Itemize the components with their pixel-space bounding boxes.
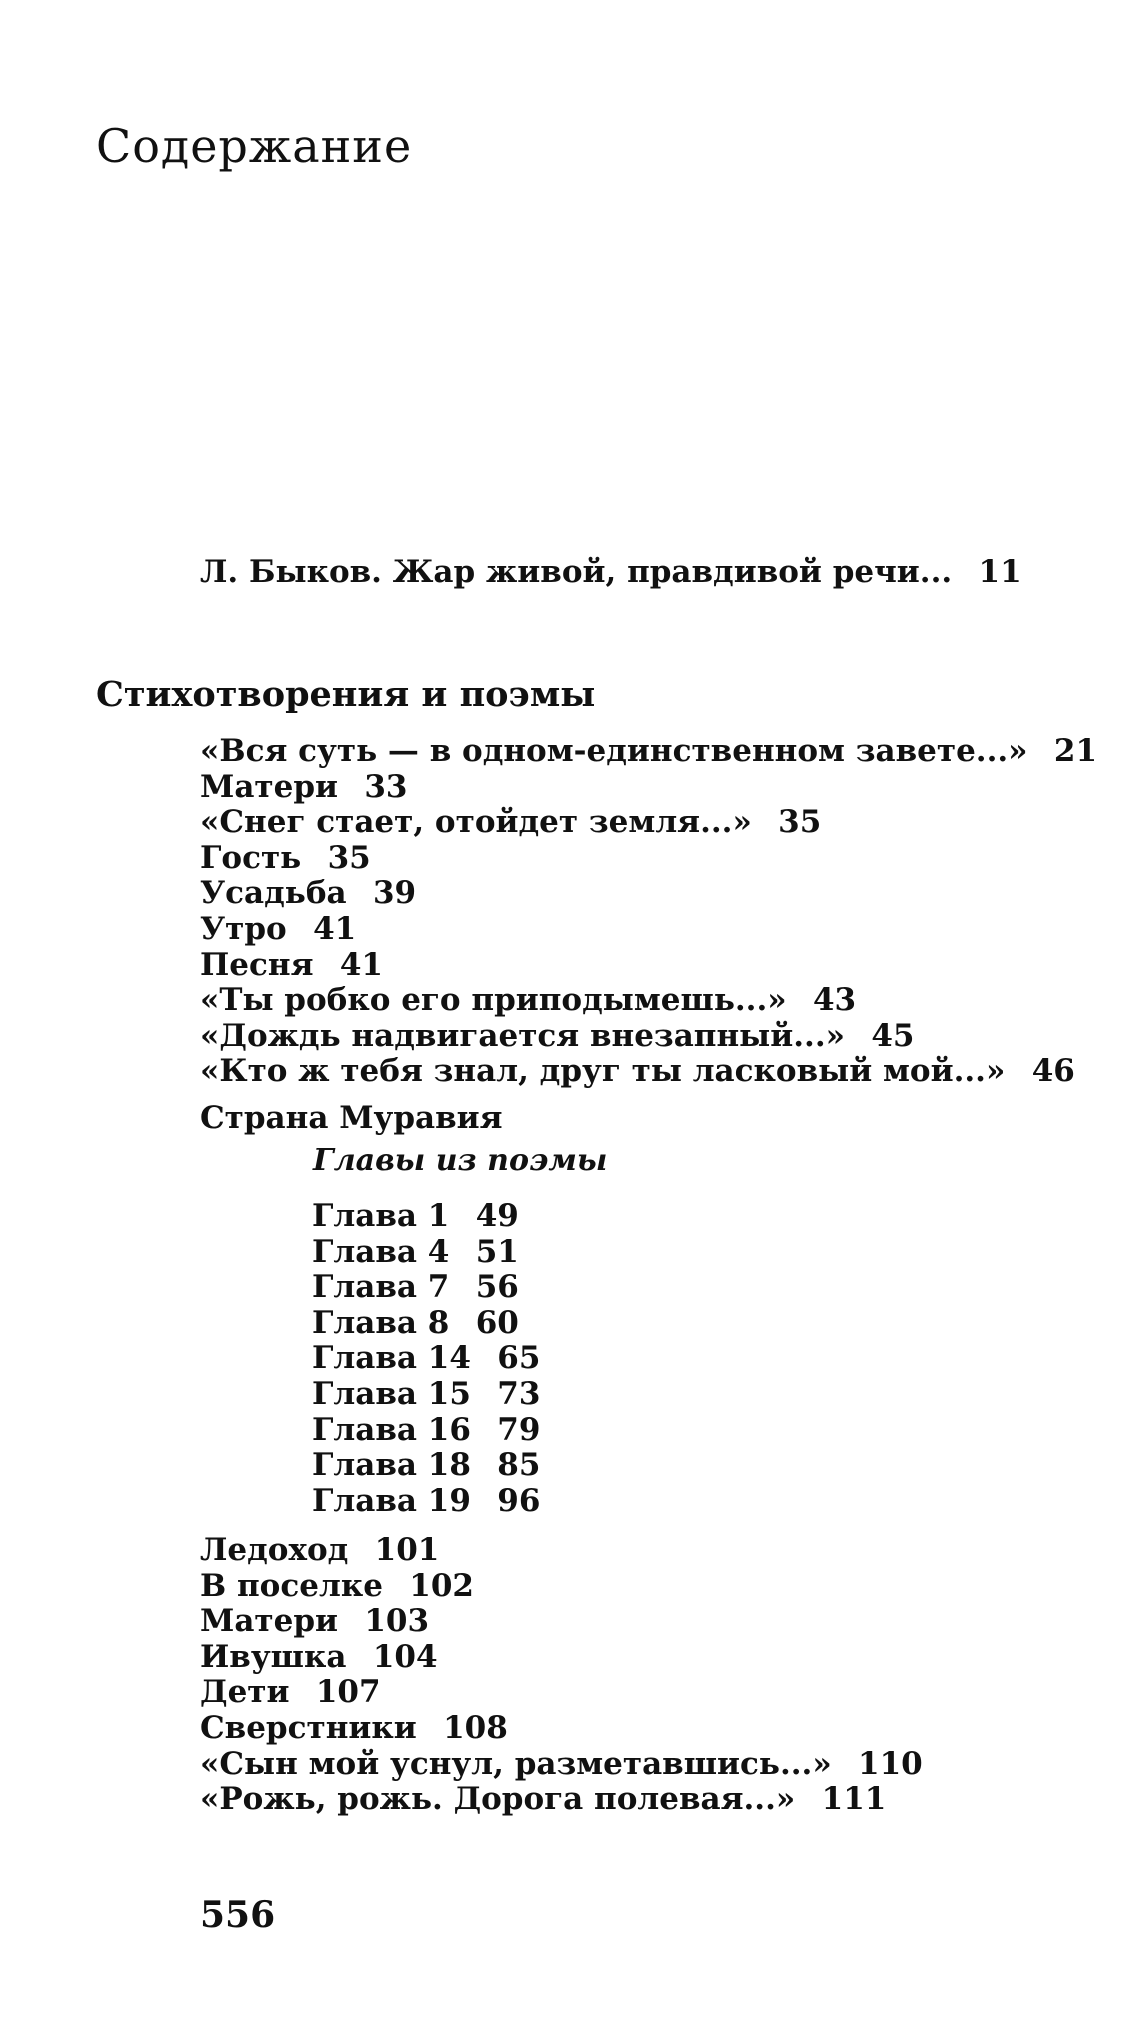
toc-entry [200, 1054, 1097, 1090]
toc-entry-title: Глава 4 [312, 1233, 450, 1270]
page-number: 556 [200, 1894, 276, 1936]
toc-entry-title: Песня [200, 946, 314, 983]
toc-entry [200, 983, 1097, 1019]
toc-list-chapters [312, 1199, 540, 1519]
toc-chapter-entry [312, 1377, 540, 1413]
toc-entry-title: «Вся суть — в одном-единственном завете...» [200, 733, 1028, 769]
toc-list-poems-continued [200, 1533, 923, 1818]
toc-entry-page: 45 [871, 1017, 915, 1054]
toc-entry-title: Сверстники [200, 1709, 417, 1746]
toc-entry-title: Гость [200, 839, 302, 876]
toc-entry-page: 73 [497, 1375, 541, 1412]
toc-entry-title: «Снег стает, отойдет земля...» [200, 804, 752, 841]
toc-entry-page: 56 [475, 1269, 519, 1306]
toc-entry-page: 104 [372, 1638, 438, 1675]
toc-entry-title: Глава 16 [312, 1411, 471, 1448]
toc-chapter-entry [312, 1199, 540, 1235]
toc-entry-title: В поселке [200, 1567, 383, 1604]
toc-entry-title: Усадьба [200, 875, 347, 912]
toc-entry [200, 1019, 1097, 1055]
toc-entry-title: Л. Быков. Жар живой, правдивой речи... [200, 554, 953, 590]
section-heading: Стихотворения и поэмы [96, 674, 596, 716]
toc-entry [200, 912, 1097, 948]
toc-entry-page: 39 [372, 875, 417, 912]
toc-entry-title: Глава 19 [312, 1482, 471, 1519]
toc-entry [200, 1675, 923, 1711]
toc-list-poems [200, 734, 1097, 1090]
toc-chapter-entry [312, 1306, 540, 1342]
toc-entry-page: 49 [475, 1198, 519, 1234]
toc-entry-page: 65 [497, 1340, 541, 1377]
toc-entry [200, 876, 1097, 912]
poem-subtitle: Главы из поэмы [313, 1143, 608, 1178]
toc-entry [200, 770, 1097, 806]
toc-entry-page: 43 [812, 982, 857, 1019]
toc-chapter-entry [312, 1413, 540, 1449]
toc-entry-title: Глава 8 [312, 1304, 450, 1341]
toc-chapter-entry [312, 1484, 540, 1520]
toc-entry-title: «Сын мой уснул, разметавшись...» [200, 1745, 832, 1782]
toc-entry-title: Ивушка [200, 1638, 347, 1675]
toc-entry-title: «Дождь надвигается внезапный...» [200, 1017, 845, 1054]
toc-entry [200, 1569, 923, 1605]
toc-chapter-entry [312, 1341, 540, 1377]
toc-entry-page: 101 [374, 1532, 440, 1568]
toc-entry-page: 102 [409, 1567, 474, 1604]
poem-title: Страна Муравия [200, 1100, 503, 1136]
toc-entry-page: 33 [364, 768, 408, 805]
toc-entry-title: «Кто ж тебя знал, друг ты ласковый мой...» [200, 1053, 1006, 1090]
toc-chapter-entry [312, 1235, 540, 1271]
toc-entry-intro [200, 554, 1022, 590]
toc-entry [200, 805, 1097, 841]
toc-entry-page: 85 [497, 1447, 541, 1484]
toc-entry-title: «Рожь, рожь. Дорога полевая...» [200, 1781, 796, 1818]
page-title: Содержание [96, 118, 413, 173]
toc-entry [200, 1533, 923, 1569]
toc-entry-page: 60 [475, 1304, 519, 1341]
toc-entry-title: Глава 18 [312, 1447, 471, 1484]
toc-entry [200, 948, 1097, 984]
toc-entry-page: 11 [978, 554, 1022, 590]
toc-entry-title: Утро [200, 910, 287, 947]
toc-entry-page: 96 [497, 1482, 541, 1519]
toc-entry [200, 1640, 923, 1676]
toc-entry-title: Дети [200, 1674, 290, 1711]
toc-entry [200, 841, 1097, 877]
toc-entry-page: 110 [858, 1745, 923, 1782]
toc-entry-title: Матери [200, 1603, 339, 1640]
toc-entry-page: 41 [313, 910, 357, 947]
toc-entry [200, 1782, 923, 1818]
toc-entry-page: 108 [443, 1709, 508, 1746]
toc-entry-title: Глава 15 [312, 1375, 471, 1412]
toc-entry-title: Глава 7 [312, 1269, 450, 1306]
toc-entry-page: 46 [1031, 1053, 1075, 1090]
toc-entry-title: Ледоход [200, 1532, 349, 1568]
toc-chapter-entry [312, 1270, 540, 1306]
toc-entry-page: 41 [339, 946, 383, 983]
toc-entry-title: «Ты робко его приподымешь...» [200, 982, 787, 1019]
toc-entry [200, 1604, 923, 1640]
toc-entry-page: 35 [778, 804, 822, 841]
toc-chapter-entry [312, 1448, 540, 1484]
toc-entry-page: 35 [327, 839, 371, 876]
toc-entry-page: 103 [364, 1603, 430, 1640]
toc-entry [200, 734, 1097, 770]
toc-entry-page: 21 [1053, 733, 1098, 769]
toc-entry-page: 107 [315, 1674, 381, 1711]
toc-entry-title: Глава 1 [312, 1198, 450, 1234]
toc-entry-page: 51 [475, 1233, 519, 1270]
toc-entry-page: 111 [821, 1781, 887, 1818]
toc-entry-title: Матери [200, 768, 339, 805]
toc-entry [200, 1711, 923, 1747]
toc-entry [200, 1747, 923, 1783]
toc-entry-page: 79 [497, 1411, 541, 1448]
toc-entry-title: Глава 14 [312, 1340, 471, 1377]
